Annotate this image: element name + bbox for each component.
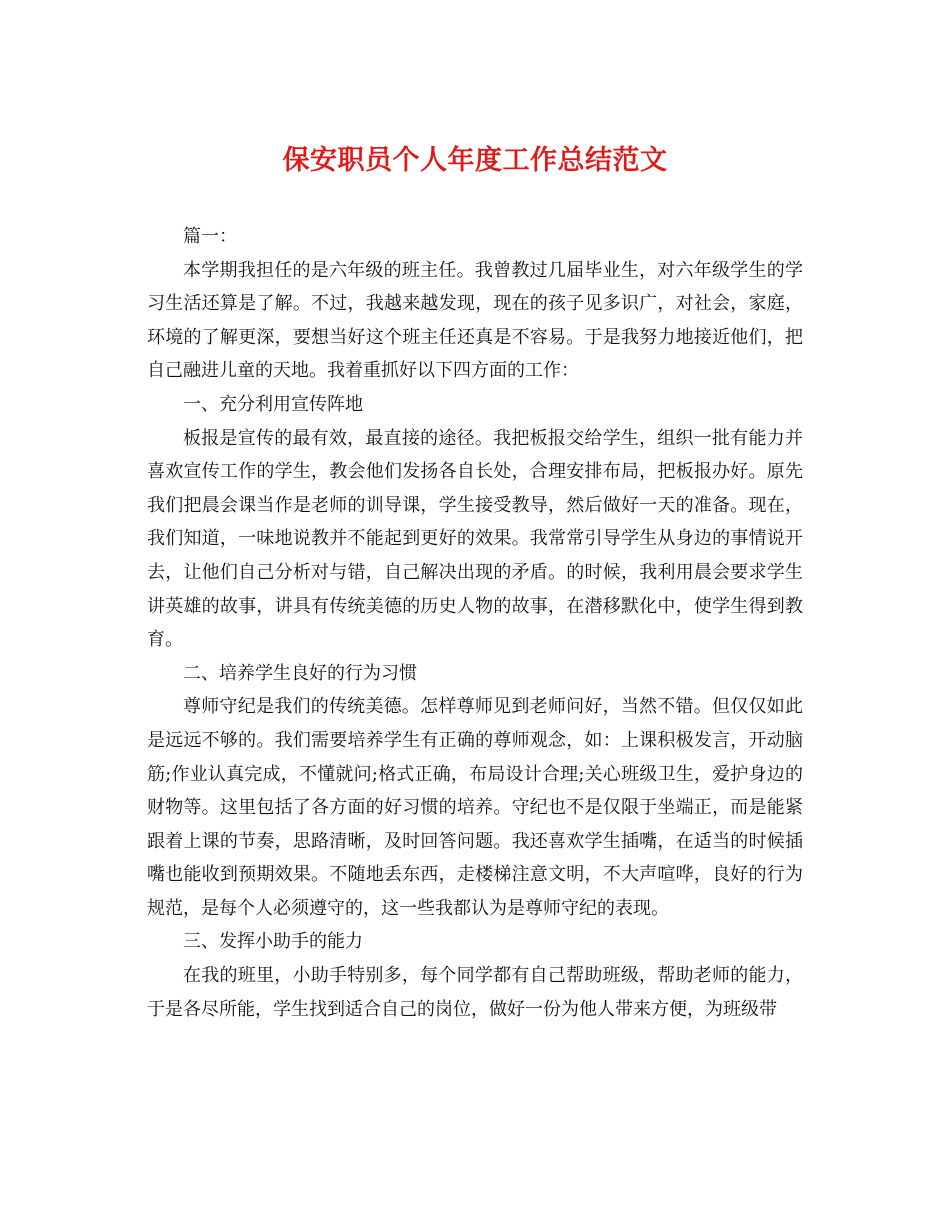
document-title: 保安职员个人年度工作总结范文 (282, 145, 668, 176)
section-heading-3: 三、发挥小助手的能力 (183, 931, 363, 953)
section-label: 篇一： (183, 226, 237, 247)
section-heading-2: 二、培养学生良好的行为习惯 (183, 662, 417, 684)
body-paragraph: 在我的班里，小助手特别多，每个同学都有自己帮助班级，帮助老师的能力，于是各尽所能，学生找到适合自己的岗位，做好一份为他人带来方便，为班级带 (147, 965, 803, 1020)
body-paragraph: 尊师守纪是我们的传统美德。怎样尊师见到老师问好，当然不错。但仅仅如此是远远不够的。我们需要培养学生有正确的尊师观念，如：上课积极发言，开动脑筋;作业认真完成，不懂就问;格式正确，布局设计合理;关心班级卫生，爱护身边的财物等。这里包括了各方面的好习惯的培养。守纪也不是仅限于坐端正，而是能紧跟着上课的节奏，思路清晰，及时回答问题。我还喜欢学生插嘴，在适当的时候插嘴也能收到预期效果。不随地丢东西，走楼梯注意文明，不大声喧哗，良好的行为规范，是每个人必须遵守的，这一些我都认为是尊师守纪的表现。 (147, 696, 803, 919)
body-paragraph: 板报是宣传的最有效，最直接的途径。我把板报交给学生，组织一批有能力并喜欢宣传工作的学生，教会他们发扬各自长处，合理安排布局，把板报办好。原先我们把晨会课当作是老师的训导课，学生接受教导，然后做好一天的准备。现在，我们知道，一味地说教并不能起到更好的效果。我常常引导学生从身边的事情说开去，让他们自己分析对与错，自己解决出现的矛盾。的时候，我利用晨会要求学生讲英雄的故事，讲具有传统美德的历史人物的故事，在潜移默化中，使学生得到教育。 (147, 427, 803, 651)
section-heading-1: 一、充分利用宣传阵地 (183, 393, 363, 415)
document-body (147, 220, 803, 1026)
intro-paragraph: 本学期我担任的是六年级的班主任。我曾教过几届毕业生，对六年级学生的学习生活还算是了解。不过，我越来越发现，现在的孩子见多识广，对社会，家庭，环境的了解更深，要想当好这个班主任还真是不容易。于是我努力地接近他们，把自己融进儿童的天地。我着重抓好以下四方面的工作： (147, 259, 803, 382)
